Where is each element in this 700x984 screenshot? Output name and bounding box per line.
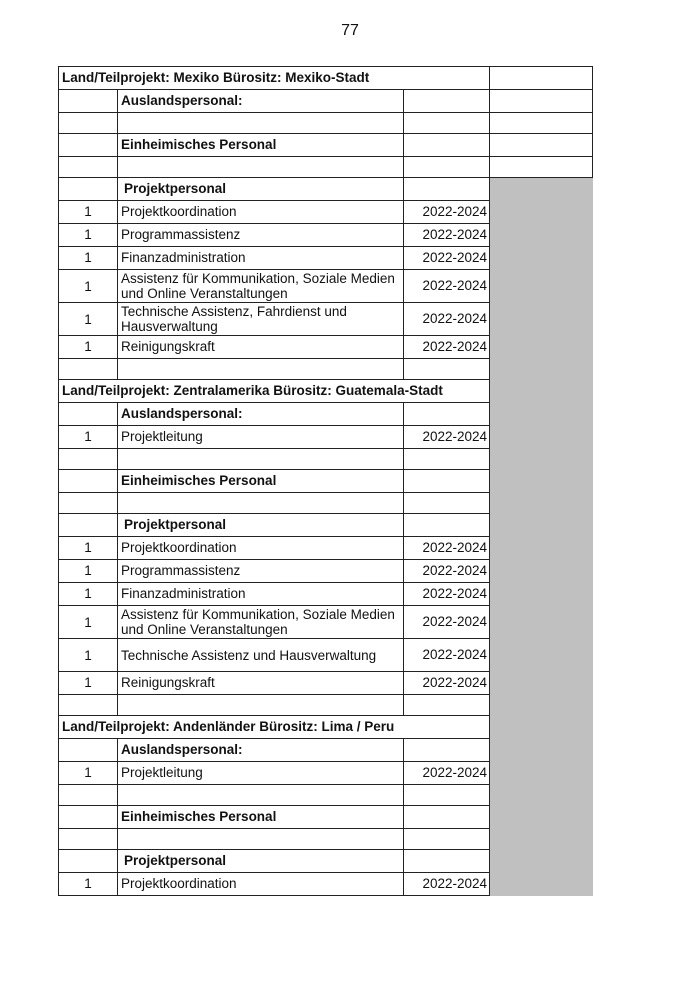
empty-cell xyxy=(118,493,404,514)
empty-cell xyxy=(118,785,404,806)
period: 2022-2024 xyxy=(404,247,490,270)
redacted-cell xyxy=(490,380,593,403)
period: 2022-2024 xyxy=(404,426,490,449)
role-name: Finanzadministration xyxy=(118,583,404,606)
role-name: Finanzadministration xyxy=(118,247,404,270)
table-row xyxy=(59,560,593,583)
section-header-row xyxy=(59,716,593,739)
period: 2022-2024 xyxy=(404,537,490,560)
table-row xyxy=(59,201,593,224)
staff-count: 1 xyxy=(59,606,118,639)
group-title-row xyxy=(59,806,593,829)
empty-cell xyxy=(404,90,490,113)
empty-cell xyxy=(59,785,118,806)
group-title: Auslandspersonal: xyxy=(118,90,404,113)
empty-cell xyxy=(59,157,118,178)
empty-cell xyxy=(59,113,118,134)
redacted-cell xyxy=(490,739,593,762)
empty-cell xyxy=(404,850,490,873)
empty-cell xyxy=(404,785,490,806)
redacted-cell xyxy=(490,178,593,201)
group-title-row xyxy=(59,470,593,493)
empty-cell xyxy=(404,113,490,134)
redacted-cell xyxy=(490,806,593,829)
staff-count: 1 xyxy=(59,426,118,449)
empty-cell xyxy=(404,403,490,426)
blank-row xyxy=(59,157,593,178)
redacted-cell xyxy=(490,716,593,739)
empty-cell xyxy=(404,806,490,829)
empty-cell xyxy=(59,695,118,716)
empty-cell xyxy=(118,113,404,134)
redacted-cell xyxy=(490,201,593,224)
role-name: Programmassistenz xyxy=(118,224,404,247)
redacted-cell xyxy=(490,449,593,470)
empty-cell xyxy=(59,739,118,762)
redacted-cell xyxy=(490,470,593,493)
period: 2022-2024 xyxy=(404,583,490,606)
group-title: Auslandspersonal: xyxy=(118,739,404,762)
role-name: Projektkoordination xyxy=(118,537,404,560)
table-row xyxy=(59,672,593,695)
empty-cell xyxy=(59,470,118,493)
role-name: Assistenz für Kommunikation, Soziale Medien und Online Veranstaltungen xyxy=(118,270,404,303)
section-header-row xyxy=(59,67,593,90)
staff-count: 1 xyxy=(59,762,118,785)
blank-row xyxy=(59,785,593,806)
redacted-cell xyxy=(490,606,593,639)
empty-cell xyxy=(404,178,490,201)
redacted-cell xyxy=(490,514,593,537)
redacted-cell xyxy=(490,829,593,850)
empty-cell xyxy=(118,829,404,850)
redacted-cell xyxy=(490,560,593,583)
staff-count: 1 xyxy=(59,303,118,336)
staff-count: 1 xyxy=(59,201,118,224)
role-name: Projektkoordination xyxy=(118,201,404,224)
staff-count: 1 xyxy=(59,560,118,583)
staffing-table xyxy=(58,66,593,896)
staff-count: 1 xyxy=(59,672,118,695)
role-name: Programmassistenz xyxy=(118,560,404,583)
group-title-row xyxy=(59,178,593,201)
empty-cell xyxy=(118,695,404,716)
period: 2022-2024 xyxy=(404,762,490,785)
redacted-cell xyxy=(490,639,593,672)
empty-cell xyxy=(404,514,490,537)
staff-count: 1 xyxy=(59,873,118,896)
redacted-cell xyxy=(490,426,593,449)
redacted-cell xyxy=(490,359,593,380)
blank-row xyxy=(59,493,593,514)
page-number: 77 xyxy=(341,22,359,39)
table-row xyxy=(59,336,593,359)
redacted-cell xyxy=(490,336,593,359)
empty-cell xyxy=(404,493,490,514)
group-title: Einheimisches Personal xyxy=(118,470,404,493)
empty-cell xyxy=(59,806,118,829)
redacted-cell xyxy=(490,873,593,896)
empty-cell xyxy=(404,695,490,716)
role-name: Projektkoordination xyxy=(118,873,404,896)
table-row xyxy=(59,270,593,303)
table-row xyxy=(59,247,593,270)
group-title: Projektpersonal xyxy=(118,514,404,537)
empty-cell xyxy=(59,449,118,470)
empty-cell xyxy=(59,359,118,380)
empty-cell xyxy=(118,449,404,470)
staff-count: 1 xyxy=(59,537,118,560)
group-title-row xyxy=(59,739,593,762)
role-name: Assistenz für Kommunikation, Soziale Medien und Online Veranstaltungen xyxy=(118,606,404,639)
role-name: Technische Assistenz, Fahrdienst und Hausverwaltung xyxy=(118,303,404,336)
empty-cell xyxy=(404,157,490,178)
empty-cell xyxy=(404,829,490,850)
role-name: Reinigungskraft xyxy=(118,672,404,695)
empty-cell xyxy=(404,739,490,762)
redacted-cell xyxy=(490,583,593,606)
table-row xyxy=(59,303,593,336)
empty-cell xyxy=(59,829,118,850)
section-header-row xyxy=(59,380,593,403)
empty-cell xyxy=(404,359,490,380)
empty-cell xyxy=(490,90,593,113)
empty-cell xyxy=(404,449,490,470)
staff-count: 1 xyxy=(59,224,118,247)
group-title-row xyxy=(59,90,593,113)
role-name: Reinigungskraft xyxy=(118,336,404,359)
period: 2022-2024 xyxy=(404,201,490,224)
empty-cell xyxy=(490,113,593,134)
period: 2022-2024 xyxy=(404,270,490,303)
empty-cell xyxy=(59,493,118,514)
section-header: Land/Teilprojekt: Zentralamerika Bürositz: Guatemala-Stadt xyxy=(59,380,490,403)
period: 2022-2024 xyxy=(404,224,490,247)
period: 2022-2024 xyxy=(404,639,490,672)
role-name: Projektleitung xyxy=(118,426,404,449)
redacted-cell xyxy=(490,785,593,806)
group-title: Einheimisches Personal xyxy=(118,134,404,157)
period: 2022-2024 xyxy=(404,873,490,896)
blank-row xyxy=(59,359,593,380)
empty-cell xyxy=(59,403,118,426)
section-header: Land/Teilprojekt: Andenländer Bürositz: Lima / Peru xyxy=(59,716,490,739)
staffing-table-sheet xyxy=(58,66,592,896)
role-name: Technische Assistenz und Hausverwaltung xyxy=(118,639,404,672)
group-title: Auslandspersonal: xyxy=(118,403,404,426)
empty-cell xyxy=(118,157,404,178)
staff-count: 1 xyxy=(59,583,118,606)
staff-count: 1 xyxy=(59,247,118,270)
redacted-cell xyxy=(490,247,593,270)
group-title: Projektpersonal xyxy=(118,178,404,201)
staff-count: 1 xyxy=(59,639,118,672)
period: 2022-2024 xyxy=(404,336,490,359)
group-title: Projektpersonal xyxy=(118,850,404,873)
redacted-cell xyxy=(490,403,593,426)
redacted-cell xyxy=(490,537,593,560)
period: 2022-2024 xyxy=(404,303,490,336)
empty-cell xyxy=(59,134,118,157)
table-row xyxy=(59,583,593,606)
group-title: Einheimisches Personal xyxy=(118,806,404,829)
blank-row xyxy=(59,449,593,470)
redacted-cell xyxy=(490,224,593,247)
redacted-cell xyxy=(490,270,593,303)
empty-cell xyxy=(59,850,118,873)
table-row xyxy=(59,537,593,560)
redacted-cell xyxy=(490,695,593,716)
redacted-cell xyxy=(490,303,593,336)
table-row xyxy=(59,224,593,247)
group-title-row xyxy=(59,134,593,157)
empty-cell xyxy=(490,134,593,157)
role-name: Projektleitung xyxy=(118,762,404,785)
group-title-row xyxy=(59,403,593,426)
empty-cell xyxy=(59,90,118,113)
redacted-cell xyxy=(490,67,593,90)
period: 2022-2024 xyxy=(404,606,490,639)
blank-row xyxy=(59,695,593,716)
staff-count: 1 xyxy=(59,336,118,359)
table-row xyxy=(59,873,593,896)
empty-cell xyxy=(59,514,118,537)
table-row xyxy=(59,606,593,639)
table-row xyxy=(59,426,593,449)
table-row xyxy=(59,762,593,785)
group-title-row xyxy=(59,514,593,537)
redacted-cell xyxy=(490,493,593,514)
empty-cell xyxy=(404,470,490,493)
staff-count: 1 xyxy=(59,270,118,303)
blank-row xyxy=(59,113,593,134)
empty-cell xyxy=(118,359,404,380)
period: 2022-2024 xyxy=(404,560,490,583)
redacted-cell xyxy=(490,672,593,695)
group-title-row xyxy=(59,850,593,873)
period: 2022-2024 xyxy=(404,672,490,695)
redacted-cell xyxy=(490,850,593,873)
empty-cell xyxy=(404,134,490,157)
empty-cell xyxy=(490,157,593,178)
blank-row xyxy=(59,829,593,850)
section-header: Land/Teilprojekt: Mexiko Bürositz: Mexiko-Stadt xyxy=(59,67,490,90)
empty-cell xyxy=(59,178,118,201)
table-row xyxy=(59,639,593,672)
redacted-cell xyxy=(490,762,593,785)
